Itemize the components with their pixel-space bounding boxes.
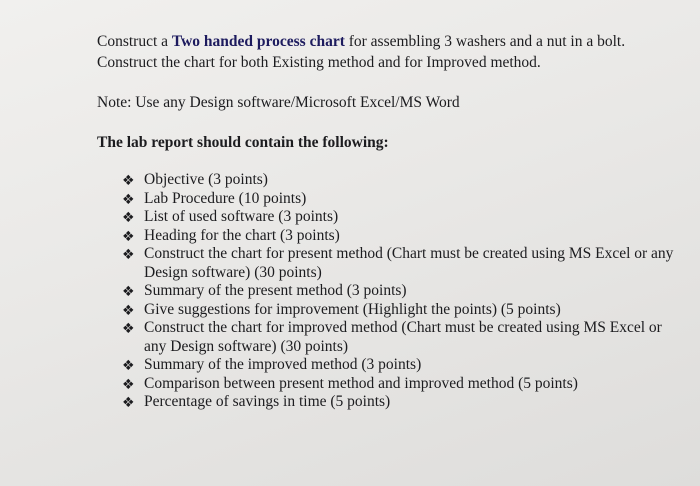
list-item bbox=[122, 208, 677, 227]
list-item-text: Construct the chart for present method (Chart must be created using MS Excel or any Design software) (30 points) bbox=[144, 245, 674, 281]
list-item-text: Percentage of savings in time (5 points) bbox=[144, 393, 391, 410]
diamond-bullet-icon: ❖ bbox=[122, 173, 135, 189]
list-item-text: Lab Procedure (10 points) bbox=[144, 189, 307, 207]
diamond-bullet-icon: ❖ bbox=[122, 191, 135, 208]
intro-paragraph bbox=[97, 31, 677, 52]
list-item bbox=[122, 301, 677, 320]
list-item-text: Give suggestions for improvement (Highlight the points) (5 points) bbox=[144, 300, 561, 318]
report-heading: The lab report should contain the following: bbox=[97, 134, 389, 151]
report-requirements-list bbox=[97, 171, 677, 412]
list-item bbox=[122, 171, 677, 190]
diamond-bullet-icon: ❖ bbox=[122, 247, 135, 263]
diamond-bullet-icon: ❖ bbox=[122, 302, 135, 319]
list-item-text: Summary of the present method (3 points) bbox=[144, 282, 407, 299]
list-item bbox=[122, 190, 677, 209]
list-item-text: Heading for the chart (3 points) bbox=[144, 226, 340, 244]
list-item bbox=[122, 393, 677, 412]
list-item-text: Construct the chart for improved method (Chart must be created using MS Excel or any Design software) (30 points) bbox=[144, 319, 662, 355]
list-item-text: Objective (3 points) bbox=[144, 171, 268, 188]
list-item-text: List of used software (3 points) bbox=[144, 208, 339, 225]
method-instruction: Construct the chart for both Existing method and for Improved method. bbox=[97, 54, 541, 71]
document-body bbox=[97, 31, 677, 412]
diamond-bullet-icon: ❖ bbox=[122, 210, 135, 226]
list-item bbox=[122, 245, 677, 282]
intro-text-end: for assembling 3 washers and a nut in a bolt. bbox=[344, 33, 626, 50]
intro-text-start: Construct a bbox=[97, 33, 172, 50]
list-item bbox=[122, 282, 677, 301]
diamond-bullet-icon: ❖ bbox=[122, 376, 135, 393]
diamond-bullet-icon: ❖ bbox=[122, 358, 135, 374]
diamond-bullet-icon: ❖ bbox=[122, 321, 135, 337]
list-item-text: Comparison between present method and improved method (5 points) bbox=[144, 374, 578, 392]
chart-type-emphasis: Two handed process chart bbox=[171, 33, 345, 50]
list-item bbox=[122, 356, 677, 375]
software-note: Note: Use any Design software/Microsoft Excel/MS Word bbox=[97, 94, 460, 111]
list-item bbox=[122, 319, 677, 356]
diamond-bullet-icon: ❖ bbox=[122, 395, 135, 411]
diamond-bullet-icon: ❖ bbox=[122, 228, 135, 245]
list-item bbox=[122, 375, 677, 394]
diamond-bullet-icon: ❖ bbox=[122, 284, 135, 300]
list-item-text: Summary of the improved method (3 points) bbox=[144, 356, 422, 373]
list-item bbox=[122, 227, 677, 246]
